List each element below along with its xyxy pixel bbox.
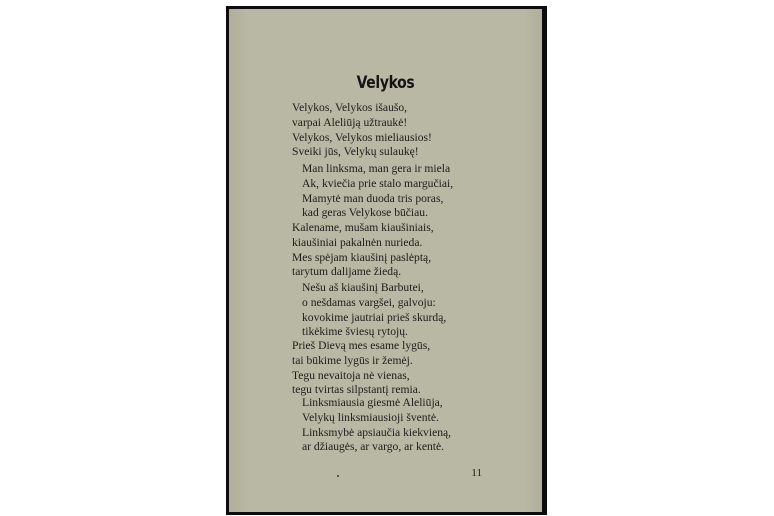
stanza-line: varpai Aleliūją užtraukė! bbox=[292, 115, 408, 129]
stanza-line: kovokime jautriai prieš skurdą, bbox=[302, 310, 447, 324]
stanza-line: Nešu aš kiaušinį Barbutei, bbox=[302, 281, 424, 294]
stanza-3 bbox=[292, 221, 434, 280]
stanza-line: Mamytė man duoda tris poras, bbox=[302, 191, 444, 205]
stanza-line: Velykos, Velykos mieliausios! bbox=[292, 130, 432, 144]
stanza-line: tegu tvirtas silpstantį remia. bbox=[292, 383, 421, 397]
print-speck bbox=[337, 475, 339, 477]
stanza-6 bbox=[302, 396, 451, 455]
stanza-line: Prieš Dievą mes esame lygūs, bbox=[292, 339, 431, 352]
stanza-4 bbox=[302, 281, 446, 340]
stanza-line: Linksmiausia giesmė Aleliūja, bbox=[302, 396, 443, 409]
page-number: 11 bbox=[471, 467, 482, 479]
stanza-line: kad geras Velykose būčiau. bbox=[302, 206, 428, 220]
stanza-line: Sveiki jūs, Velykų sulaukę! bbox=[292, 145, 419, 159]
stanza-line: Tegu nevaitoja nė vienas, bbox=[292, 368, 410, 382]
stanza-line: o nešdamas vargšei, galvoju: bbox=[302, 295, 436, 309]
stanza-line: Velykų linksmiausioji šventė. bbox=[302, 410, 439, 424]
stanza-line: Kalename, mušam kiaušiniais, bbox=[292, 221, 434, 234]
stanza-line: tai būkime lygūs ir žemėj. bbox=[292, 353, 413, 367]
stanza-line: Linksmybė apsiaučia kiekvieną, bbox=[302, 425, 452, 439]
stanza-line: tikėkime šviesų rytojų. bbox=[302, 325, 408, 339]
stanza-1 bbox=[292, 101, 432, 160]
stanza-line: Man linksma, man gera ir miela bbox=[302, 162, 451, 175]
stanza-line: ar džiaugės, ar vargo, ar kentė. bbox=[302, 440, 445, 454]
poem-title: Velykos bbox=[356, 73, 415, 93]
book-page bbox=[229, 9, 542, 512]
stanza-line: Mes spėjam kiaušinį paslėptą, bbox=[292, 250, 432, 264]
stanza-line: kiaušiniai pakalnėn nurieda. bbox=[292, 235, 423, 249]
stanza-line: tarytum dalijame žiedą. bbox=[292, 265, 402, 279]
stanza-2 bbox=[302, 162, 453, 221]
stanza-line: Velykos, Velykos išaušo, bbox=[292, 101, 408, 114]
stanza-line: Ak, kviečia prie stalo margučiai, bbox=[302, 176, 454, 190]
stanza-5 bbox=[292, 339, 430, 398]
